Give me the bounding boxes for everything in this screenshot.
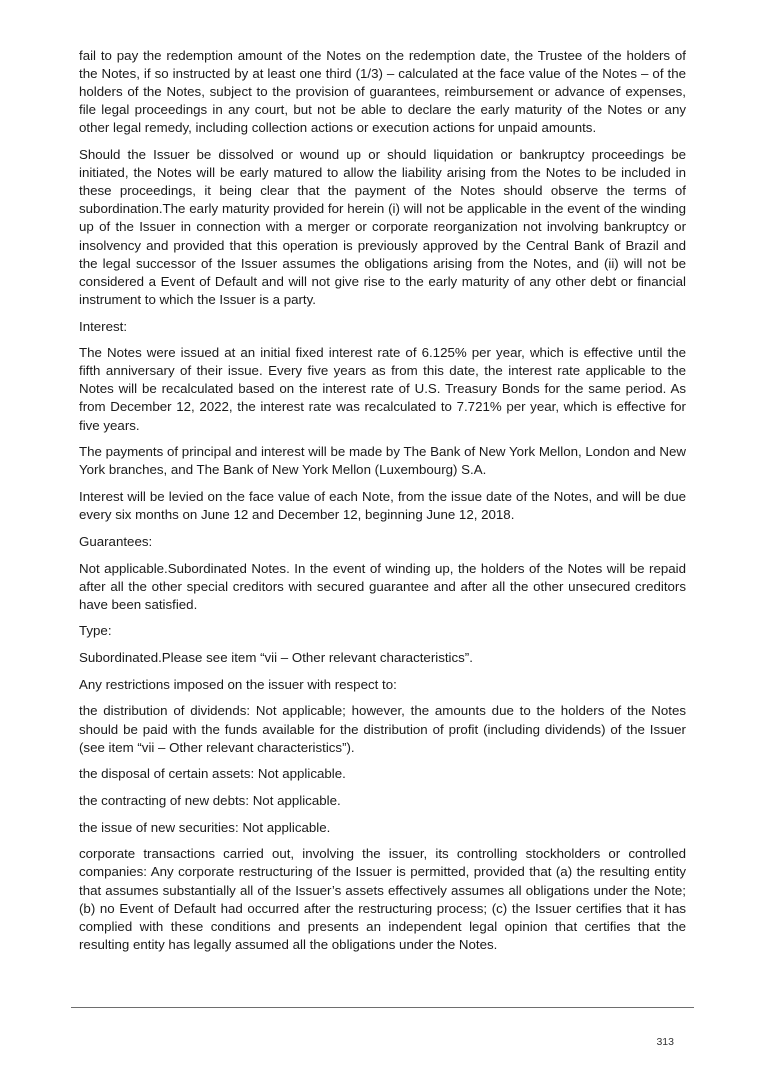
paragraph-dividends: the distribution of dividends: Not applicable; however, the amounts due to the holders of the Notes should be paid with the funds available for the distribution of profit (including dividends) of the Issuer (see item “vii – Other relevant characteristics”).	[79, 703, 686, 755]
paragraph-dissolution: Should the Issuer be dissolved or wound up or should liquidation or bankruptcy proceedings be initiated, the Notes will be early matured to allow the liability arising from the Notes to be included in these proceedings, it being clear that the payment of the Notes should observe the terms of subordination.The early maturity provided for herein (i) will not be applicable in the event of the winding up of the Issuer in connection with a merger or corporate reorganization not involving bankruptcy or insolvency and provided that this operation is previously approved by the Central Bank of Brazil and the legal successor of the Issuer assumes the obligations arising from the Notes, and (ii) will not be considered a Event of Default and will not give rise to the early maturity of any other debt or financial instrument to which the Issuer is a party.	[79, 147, 686, 307]
heading-type: Type:	[79, 623, 112, 639]
paragraph-new-securities: the issue of new securities: Not applicable.	[79, 819, 331, 835]
paragraph-disposal-assets: the disposal of certain assets: Not applicable.	[79, 766, 346, 782]
paragraph-corporate-transactions: corporate transactions carried out, involving the issuer, its controlling stockholders or controlled companies: Any corporate restructuring of the Issuer is permitted, provided that (a) the resulting entity that assumes substantially all of the Issuer’s assets effectively assumes all obligations under the Note; (b) no Event of Default had occurred after the restructuring process; (c) the Issuer certifies that it has complied with these conditions and presents an independent legal opinion that certifies that the resulting entity has legally assumed all the obligations under the Notes.	[79, 846, 686, 952]
paragraph-type: Subordinated.Please see item “vii – Other relevant characteristics”.	[79, 650, 473, 666]
heading-interest: Interest:	[79, 318, 128, 334]
paragraph-payments: The payments of principal and interest will be made by The Bank of New York Mellon, London and New York branches, and The Bank of New York Mellon (Luxembourg) S.A.	[79, 444, 686, 478]
heading-restrictions: Any restrictions imposed on the issuer with respect to:	[79, 676, 397, 692]
page-number: 313	[656, 1036, 674, 1048]
paragraph-interest-rate: The Notes were issued at an initial fixed interest rate of 6.125% per year, which is effective until the fifth anniversary of their issue. Every five years as from this date, the interest rate applicable to the Notes will be recalculated based on the interest rate of U.S. Treasury Bonds for the same period. As from December 12, 2022, the interest rate was recalculated to 7.721% per year, which is effective for five years.	[79, 345, 686, 433]
paragraph-new-debts: the contracting of new debts: Not applicable.	[79, 793, 341, 808]
footer-divider	[71, 1007, 694, 1008]
paragraph-early-maturity-default: fail to pay the redemption amount of the Notes on the redemption date, the Trustee of the holders of the Notes, if so instructed by at least one third (1/3) – calculated at the face value of the Notes – of the holders of the Notes, subject to the provision of guarantees, reimbursement or advance of expenses, file legal proceedings in any court, but not be able to declare the early maturity of the Notes or any other legal remedy, including collection actions or execution actions for unpaid amounts.	[79, 48, 686, 136]
paragraph-interest-levied: Interest will be levied on the face value of each Note, from the issue date of the Notes, and will be due every six months on June 12 and December 12, beginning June 12, 2018.	[79, 489, 686, 523]
paragraph-guarantees: Not applicable.Subordinated Notes. In the event of winding up, the holders of the Notes will be repaid after all the other special creditors with secured guarantee and after all the other unsecured creditors have been satisfied.	[79, 560, 686, 612]
document-body	[79, 47, 686, 963]
heading-guarantees: Guarantees:	[79, 533, 153, 549]
